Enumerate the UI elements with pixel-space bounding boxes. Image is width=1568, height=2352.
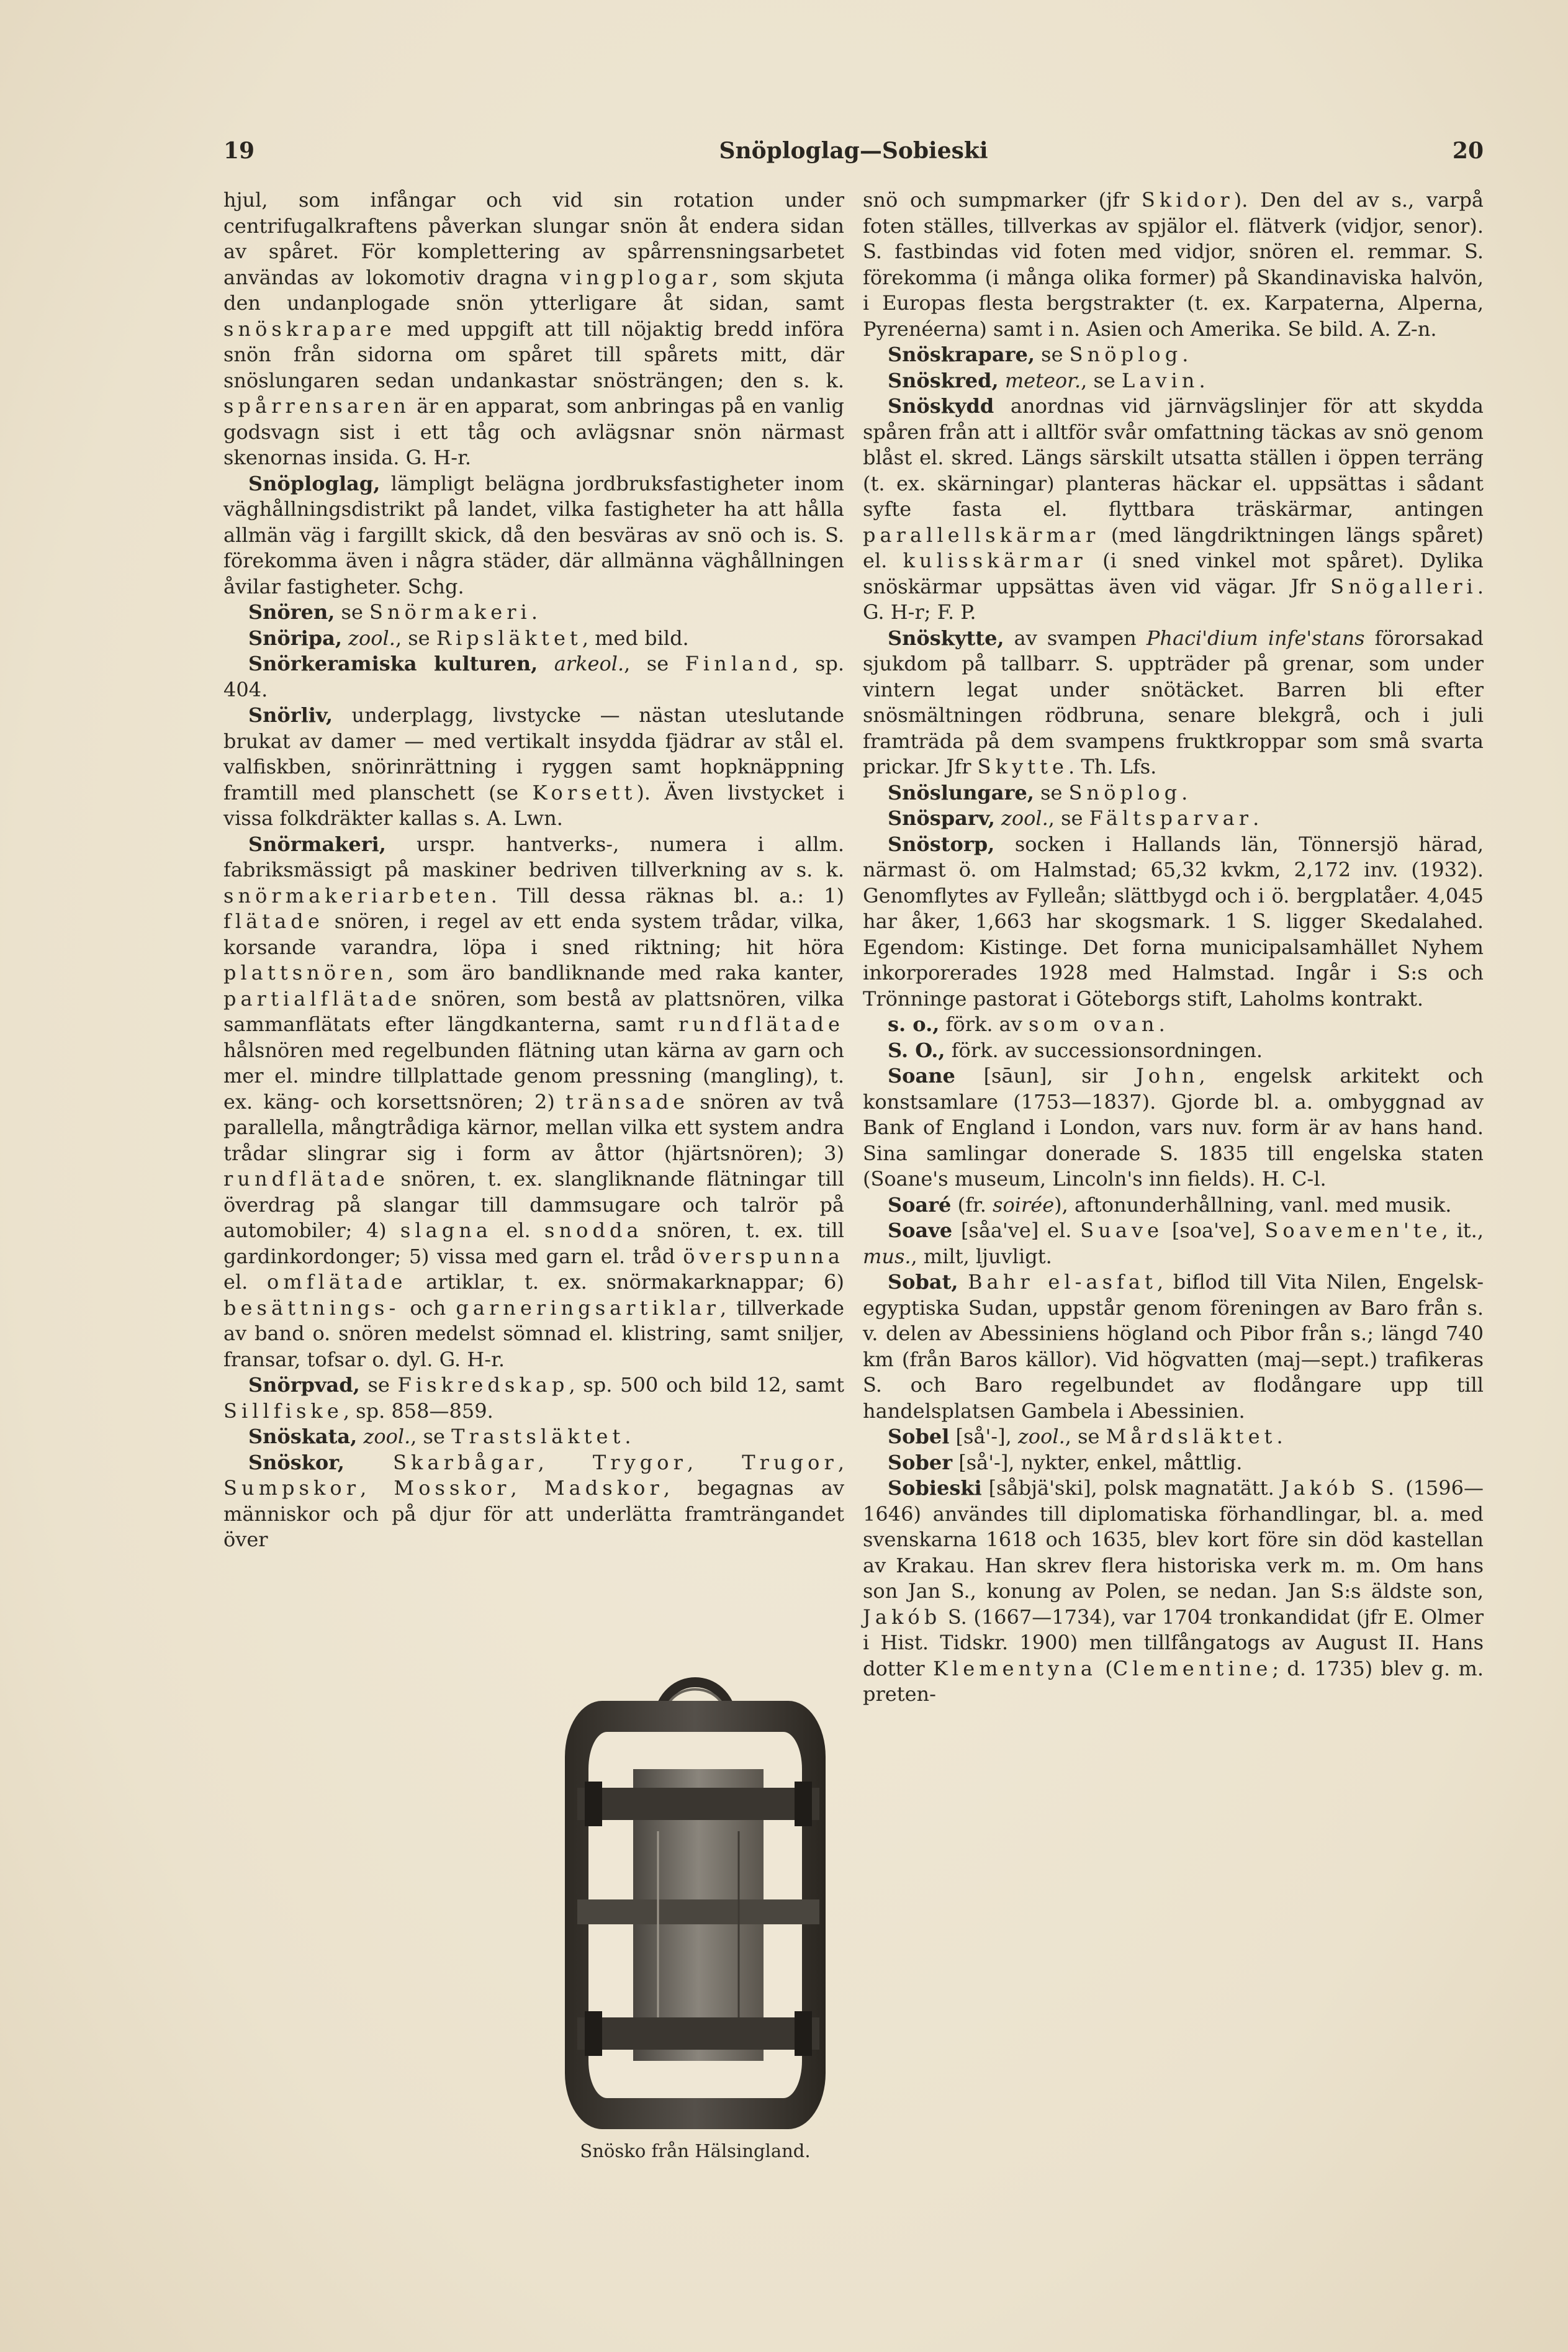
snowshoe-figure xyxy=(540,1645,850,2166)
author-signature: G. H-r. xyxy=(405,446,472,469)
author-signature: G. H-r; F. P. xyxy=(863,600,976,624)
cross-reference: Lavin xyxy=(1121,368,1199,392)
entry-s-o-upper: S. O., förk. av successionsordningen. xyxy=(888,1038,1263,1062)
cross-reference: Korsett xyxy=(532,780,637,804)
entry-headword: Snöskydd xyxy=(888,394,994,418)
entry-headword: Soane xyxy=(888,1064,955,1088)
entry-headword: Soave xyxy=(888,1219,953,1242)
entry-headword: Snöskrapare, xyxy=(888,343,1035,366)
entry-snostorp: Snöstorp, socken i Hallands län, Tönnersjö härad, närmast ö. om Halmstad; 65,32 kvkm, 2,172 inv. (1932). Genomflytes av Fylleån; slättbygd och i ö. bergplatåer. 4,045 har åker, 1,663 har skogsmark. 1 S. ligger Skedalahed. Egendom: Kistinge. Det forna municipalsamhället Nyhem inkorporerades 1928 med Halmstad. Ingår i S:s och Trönninge pastorat i Göteborgs stift, Laholms kontrakt. xyxy=(863,832,1484,1011)
entry-snosparv: Snösparv, zool., se Fältsparvar. xyxy=(888,806,1259,830)
entry-paragraph: hjul, som infångar och vid sin rotation under centrifugalkraftens påverkan slungar snön åt endera sidan av spåret. För komplettering av spårrensningsarbetet användas av lokomotiv dragna vingplogar, som skjuta den undanplogade snön ytterligare åt sidan, samt snöskrapare med uppgift att till nöjaktig bredd införa snön från sidorna om spåret till spårets mitt, där snöslungaren sedan undankastar snösträngen; den s. k. spårrensaren är en apparat, som anbringas på en vanlig godsvagn sist i ett tåg och avlägsnar snön närmast skenornas insida. G. H-r. xyxy=(223,188,844,469)
entry-headword: Snöploglag, xyxy=(248,471,381,495)
entry-snoren: Snören, se Snörmakeri. xyxy=(248,600,538,624)
entry-snormakeri: Snörmakeri, urspr. hantverks-, numera i allm. fabriksmässigt på maskiner bedriven tillverkning av s. k. snörmakeriarbeten. Till dessa räknas bl. a.: 1) flätade snören, i regel av ett enda system trådar, vilka, korsande varandra, löpa i sned riktning; hit höra plattsnören, som äro bandliknande med raka kanter, partialflätade snören, som bestå av plattsnören, vilka sammanflätats efter längdkanterna, samt rundflätade hålsnören med regelbunden flätning utan kärna av garn och mer el. mindre tillplattade genom pressning (mangling), t. ex. käng- och korsettsnören; 2) tränsade snören av två parallella, mångtrådiga kärnor, mellan vilka ett system andra trådar slingrar sig i form av åttor (hjärtsnören); 3) rundflätade snören, t. ex. slangliknande flätningar till överdrag på slangar till dammsugare och talrör på automobiler; 4) slagna el. snodda snören, t. ex. till gardinkordonger; 5) vissa med garn el. tråd överspunna el. omflätade artiklar, t. ex. snörmakarknappar; 6) besättnings- och garneringsartiklar, tillverkade av band o. snören medelst sömnad el. klistring, samt sniljer, fransar, tofsar o. dyl. G. H-r. xyxy=(223,832,845,1371)
entry-soave: Soave [såa've] el. Suave [soa've], Soavemen'te, it., mus., milt, ljuvligt. xyxy=(863,1219,1484,1268)
cross-reference: Finland xyxy=(685,652,793,675)
entry-snoslungare: Snöslungare, se Snöplog. xyxy=(888,780,1188,804)
entry-headword: Sober xyxy=(888,1450,953,1474)
entry-headword: Snöskata, xyxy=(248,1425,358,1448)
page-number-right: 20 xyxy=(1452,138,1484,164)
entry-s-o-lower: s. o., förk. av som ovan. xyxy=(888,1012,1165,1036)
entry-sobieski: Sobieski [såbjä'ski], polsk magnatätt. Jakób S. (1596—1646) användes till diplomatiska förhandlingar, bl. a. med svenskarna 1618 och 1635, blev kort före sin död kastellan av Krakau. Han skrev flera historiska verk m. m. Om hans son Jan S., konung av Polen, se nedan. Jan S:s äldste son, Jakób S. (1667—1734), var 1704 tronkandidat (jfr E. Olmer i Hist. Tidskr. 1900) men tillfångatogs av August II. Hans dotter Klementyna (Clementine; d. 1735) blev g. m. preten- xyxy=(863,1476,1484,1706)
page-number-left: 19 xyxy=(223,138,255,164)
snowshoe-illustration xyxy=(540,1645,850,2135)
entry-headword: Snörliv, xyxy=(248,703,333,727)
author-signature: H. C-l. xyxy=(1261,1167,1327,1191)
author-signature: A. Lwn. xyxy=(487,806,563,830)
cross-reference: Snörmakeri xyxy=(369,600,531,624)
entry-snoskytte: Snöskytte, av svampen Phaci'dium infe'stans förorsakad sjukdom på tallbarr. S. uppträder på grenar, som under vintern legat under snötäcket. Barren bli efter snösmältningen rödbruna, senare blekgrå, och i juli framträda på dem svampens fruktkroppar som små svarta prickar. Jfr Skytte. Th. Lfs. xyxy=(863,626,1484,778)
entry-headword: Snöslungare, xyxy=(888,780,1034,804)
entry-headword: Sobel xyxy=(888,1425,950,1448)
author-signature: A. Z-n. xyxy=(1370,317,1437,341)
entry-headword: Snörpvad, xyxy=(248,1373,360,1397)
entry-paragraph: snö och sumpmarker (jfr Skidor). Den del av s., varpå foten ställes, tillverkas av spjälor el. flätverk (vidjor, senor). S. fastbindas vid foten med vidjor, snören el. remmar. S. förekomma (i många olika former) på Skandinaviska halvön, i Europas flesta bergstrakter (t. ex. Karpaterna, Alperna, Pyrenéerna) samt i n. Asien och Amerika. Se bild. A. Z-n. xyxy=(863,188,1484,341)
author-signature: Schg. xyxy=(407,574,464,598)
figure-caption: Snösko från Hälsingland. xyxy=(580,2140,811,2161)
entry-snoskata: Snöskata, zool., se Trastsläktet. xyxy=(248,1425,631,1448)
cross-reference: Trastsläktet xyxy=(451,1425,625,1448)
cross-reference: Fältsparvar xyxy=(1089,806,1253,830)
entry-sobel: Sobel [så'-], zool., se Mårdsläktet. xyxy=(888,1425,1283,1448)
cross-reference: Mårdsläktet xyxy=(1106,1425,1277,1448)
right-column xyxy=(863,187,1484,1708)
cross-reference: Snögalleri xyxy=(1330,574,1477,598)
entry-headword: Snöskred, xyxy=(888,368,999,392)
entry-headword: S. O., xyxy=(888,1038,945,1062)
entry-headword: Sobieski xyxy=(888,1476,982,1500)
entry-headword: Snörkeramiska kulturen, xyxy=(248,652,538,675)
cross-reference: Ripsläktet xyxy=(436,626,582,650)
entry-snoskor: Snöskor, Skarbågar, Trygor, Trugor, Sumpskor, Mosskor, Madskor, begagnas av människor och på djur för att underlätta framträngandet över xyxy=(223,1450,845,1551)
author-signature: G. H-r. xyxy=(439,1347,505,1371)
entry-headword: Snöskytte, xyxy=(888,626,1004,650)
entry-snorkeramiska-kulturen: Snörkeramiska kulturen, arkeol., se Finland, sp. 404. xyxy=(223,652,845,701)
entry-headword: Snösparv, xyxy=(888,806,995,830)
entry-headword: Snöskor, xyxy=(248,1450,345,1474)
entry-headword: Sobat, xyxy=(888,1270,958,1294)
running-title: Snöploglag—Sobieski xyxy=(719,138,988,164)
entry-soare: Soaré (fr. soirée), aftonunderhållning, vanl. med musik. xyxy=(888,1192,1452,1217)
entry-soane: Soane [sāun], sir John, engelsk arkitekt och konstsamlare (1753—1837). Gjorde bl. a. ombyggnad av Bank of England i London, vars nuv. form är av hans hand. Sina samlingar donerade S. 1835 till engelska staten (Soane's museum, Lincoln's inn fields). H. C-l. xyxy=(863,1064,1484,1191)
cross-reference: Sillfiske xyxy=(223,1399,343,1423)
entry-snorpvad: Snörpvad, se Fiskredskap, sp. 500 och bild 12, samt Sillfiske, sp. 858—859. xyxy=(223,1373,845,1423)
entry-snoskydd: Snöskydd anordnas vid järnvägslinjer för att skydda spåren från att i alltför svår omfattning täckas av snö genom blåst el. skred. Längs särskilt utsatta ställen i öppen terräng (t. ex. skärningar) planteras häckar el. uppsättas i sådant syfte fasta el. flyttbara träskärmar, antingen parallellskärmar (med längdriktningen längs spåret) el. kulisskärmar (i sned vinkel mot spåret). Dylika snöskärmar uppsättas även vid vägar. Jfr Snögalleri. G. H-r; F. P. xyxy=(863,394,1484,624)
entry-headword: s. o., xyxy=(888,1012,940,1036)
entry-snoripa: Snöripa, zool., se Ripsläktet, med bild. xyxy=(248,626,689,650)
entry-headword: Snören, xyxy=(248,600,335,624)
entry-headword: Snöripa, xyxy=(248,626,342,650)
entry-snorliv: Snörliv, underplagg, livstycke — nästan uteslutande brukat av damer — med vertikalt insydda fjädrar av stål el. valfiskben, snörinrättning i ryggen samt hopknäppning framtill med planschett (se Korsett). Även livstycket i vissa folkdräkter kallas s. A. Lwn. xyxy=(223,703,845,830)
cross-reference: Fiskredskap xyxy=(397,1373,569,1397)
author-signature: Th. Lfs. xyxy=(1081,755,1157,778)
entry-snoskrapare: Snöskrapare, se Snöplog. xyxy=(888,343,1189,366)
entry-snoploglag: Snöploglag, lämpligt belägna jordbruksfastigheter inom väghållningsdistrikt på landet, vilka fastigheter ha att hålla allmän väg i fargillt skick, då den besväras av snö och is. S. förekomma även i några städer, där allmänna väghållningen åvilar fastigheter. Schg. xyxy=(223,471,844,598)
entry-sobat: Sobat, Bahr el-asfat, biflod till Vita Nilen, Engelsk-egyptiska Sudan, uppstår genom föreningen av Baro från s. v. delen av Abessiniens högland och Pibor från s.; längd 740 km (från Baros källor). Vid högvatten (maj—sept.) trafikeras S. och Baro regelbundet av flodångare upp till handelsplatsen Gambela i Abessinien. xyxy=(863,1270,1484,1423)
cross-reference: Snöplog xyxy=(1069,343,1183,366)
entry-headword: Snöstorp, xyxy=(888,832,995,856)
cross-reference: Snöplog xyxy=(1068,780,1182,804)
entry-headword: Soaré xyxy=(888,1192,952,1217)
running-header xyxy=(223,138,1484,175)
entry-sober: Sober [så'-], nykter, enkel, måttlig. xyxy=(888,1450,1243,1474)
cross-reference: Skytte xyxy=(977,755,1068,778)
entry-snoskred: Snöskred, meteor., se Lavin. xyxy=(888,368,1205,392)
entry-headword: Snörmakeri, xyxy=(248,832,386,856)
cross-reference: Skidor xyxy=(1141,188,1234,212)
